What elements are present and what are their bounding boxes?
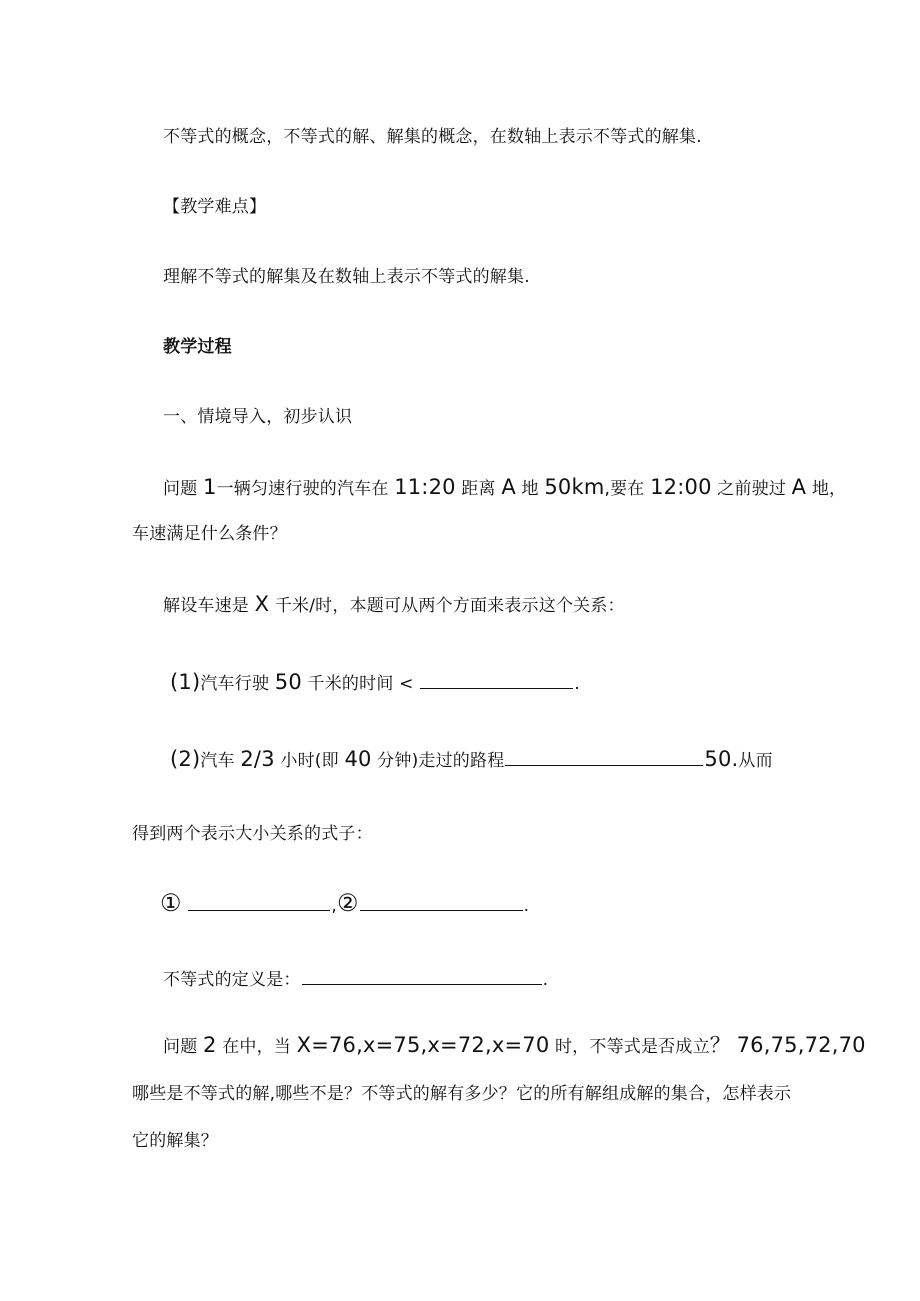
q1-time-end: 12:00: [650, 475, 712, 499]
formula2-blank[interactable]: [360, 892, 523, 911]
solution-line: [163, 593, 625, 617]
q1-time-start: 11:20: [394, 475, 456, 499]
q2-text: 时，不等式是否成立: [554, 1037, 710, 1057]
formula-separator: ,: [331, 896, 337, 916]
item1-end: .: [574, 674, 580, 694]
q1-text: 之前驶过: [717, 479, 787, 499]
q2-text: 问题: [163, 1037, 198, 1057]
item1-fifty: 50: [274, 670, 302, 694]
formula-marker-1: ①: [160, 889, 182, 917]
q2-values: X=76,x=75,x=72,x=70: [296, 1033, 550, 1057]
q1-place: A: [501, 475, 516, 499]
item2-text: 小时(即: [280, 751, 339, 771]
q2-question-mark: ？: [709, 1033, 731, 1057]
item1-blank[interactable]: [420, 670, 573, 689]
derive-text: 得到两个表示大小关系的式子：: [132, 824, 373, 844]
solution-text: 解设车速是: [163, 596, 249, 616]
formulas-line: [160, 889, 530, 917]
item2-text: 从而: [738, 751, 773, 771]
item1-number: (1): [170, 670, 201, 694]
question1-line1: [163, 476, 846, 500]
item2-blank[interactable]: [505, 747, 703, 766]
q1-text: 地，: [811, 479, 847, 499]
item2-text: 汽车: [200, 751, 235, 771]
q2-text: 在中，当: [222, 1037, 291, 1057]
formula1-blank[interactable]: [188, 892, 330, 911]
process-heading: 教学过程: [163, 337, 232, 357]
formula-marker-2: ②: [336, 889, 359, 917]
definition-end: .: [542, 970, 549, 990]
key-points-text: 不等式的概念，不等式的解、解集的概念，在数轴上表示不等式的解集.: [163, 127, 702, 147]
difficulty-text: 理解不等式的解集及在数轴上表示不等式的解集.: [163, 267, 530, 287]
item1-text: 汽车行驶: [200, 674, 270, 694]
q2-numbers: 76,75,72,70: [736, 1033, 866, 1057]
item2-fraction: 2/3: [240, 747, 275, 771]
difficulty-heading: 【教学难点】: [163, 197, 267, 217]
q1-text: ,要在: [604, 479, 645, 499]
definition-line: [163, 966, 548, 991]
q1-text: 地: [521, 479, 539, 499]
q1-place: A: [791, 475, 807, 499]
question2-line1: [163, 1034, 866, 1058]
formula-end: .: [523, 896, 530, 916]
item2-number: (2): [170, 747, 201, 771]
solution-variable: X: [254, 592, 270, 616]
q1-distance: 50km: [544, 475, 605, 499]
q1-text: 距离: [461, 479, 496, 499]
q1-number: 1: [203, 475, 217, 499]
question2-line3: 它的解集？: [132, 1131, 218, 1151]
item1-text: 千米的时间: [307, 674, 394, 694]
item2-forty: 40: [344, 747, 372, 771]
q2-number: 2: [203, 1033, 217, 1057]
question2-line2: 哪些是不等式的解,哪些不是？不等式的解有多少？它的所有解组成解的集合，怎样表示: [132, 1084, 792, 1104]
q1-text: 问题: [163, 479, 198, 499]
question1-line2: 车速满足什么条件？: [132, 524, 287, 544]
definition-blank[interactable]: [302, 966, 542, 985]
item2-line: [170, 747, 773, 772]
section1-heading: 一、情境导入，初步认识: [163, 407, 353, 427]
item2-fifty: 50.: [704, 747, 739, 771]
item1-line: [170, 670, 580, 695]
item1-lt: <: [399, 674, 414, 694]
q1-text: 一辆匀速行驶的汽车在: [216, 479, 389, 499]
item2-text: 分钟)走过的路程: [377, 751, 505, 771]
solution-text: 千米/时，本题可从两个方面来表示这个关系：: [274, 596, 625, 616]
definition-label: 不等式的定义是：: [163, 970, 301, 990]
